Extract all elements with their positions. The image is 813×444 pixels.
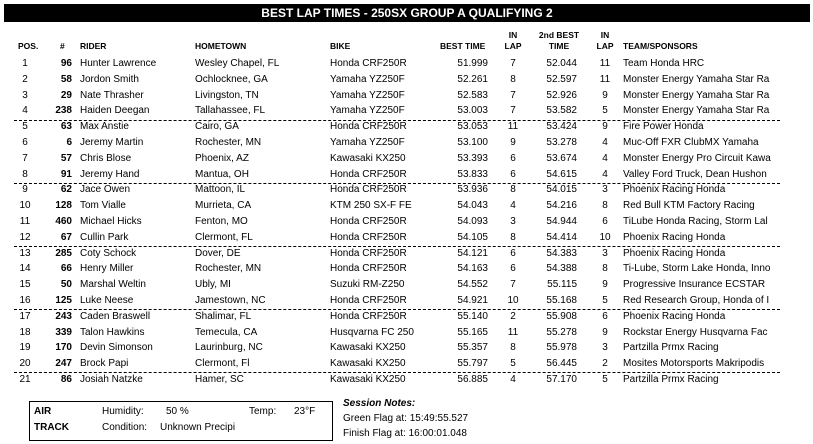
cell-in-lap2: 3 bbox=[602, 184, 608, 196]
cell-hometown: Dover, DE bbox=[195, 247, 241, 259]
cell-hometown: Ochlocknee, GA bbox=[195, 73, 268, 85]
cell-team: Monster Energy Yamaha Star Ra bbox=[623, 73, 770, 85]
cell-second-best: 54.216 bbox=[546, 200, 577, 212]
cell-second-best: 53.278 bbox=[546, 136, 577, 148]
cell-hometown: Mattoon, IL bbox=[195, 184, 246, 196]
cell-team: Muc-Off FXR ClubMX Yamaha bbox=[623, 136, 759, 148]
cell-team: Monster Energy Pro Circuit Kawa bbox=[623, 152, 771, 164]
cell-in-lap2: 9 bbox=[602, 89, 608, 101]
cell-hometown: Fenton, MO bbox=[195, 215, 248, 227]
cell-best-time: 55.165 bbox=[457, 326, 488, 338]
table-row bbox=[0, 356, 813, 372]
cell-rider: Marshal Weltin bbox=[80, 279, 146, 291]
cell-rider: Coty Schock bbox=[80, 247, 137, 259]
cell-num: 6 bbox=[66, 136, 72, 148]
cell-in-lap: 2 bbox=[510, 310, 516, 322]
cell-hometown: Murrieta, CA bbox=[195, 200, 252, 212]
cell-pos: 7 bbox=[22, 152, 28, 164]
cell-num: 243 bbox=[55, 310, 72, 322]
cell-team: Ti-Lube, Storm Lake Honda, Inno bbox=[623, 263, 771, 275]
table-row bbox=[0, 72, 813, 88]
table-row bbox=[0, 309, 813, 325]
cell-best-time: 54.043 bbox=[457, 200, 488, 212]
cell-bike: Honda CRF250R bbox=[330, 58, 407, 69]
cell-in-lap: 6 bbox=[510, 168, 516, 180]
cell-pos: 12 bbox=[19, 231, 31, 243]
cell-second-best: 54.944 bbox=[546, 215, 577, 227]
cell-in-lap2: 4 bbox=[602, 136, 608, 148]
cell-in-lap: 8 bbox=[510, 342, 516, 354]
cell-in-lap2: 5 bbox=[602, 105, 608, 117]
cell-rider: Max Anstie bbox=[80, 121, 129, 133]
cell-in-lap: 4 bbox=[510, 373, 516, 385]
cell-pos: 9 bbox=[22, 184, 28, 196]
cell-second-best: 53.424 bbox=[546, 121, 577, 133]
cell-rider: Josiah Natzke bbox=[80, 373, 143, 385]
cell-hometown: Clermont, FL bbox=[195, 231, 253, 243]
cell-hometown: Wesley Chapel, FL bbox=[195, 58, 280, 69]
cell-rider: Henry Miller bbox=[80, 263, 134, 275]
cell-second-best: 52.597 bbox=[546, 73, 577, 85]
cell-num: 63 bbox=[60, 121, 72, 133]
cell-pos: 17 bbox=[19, 310, 31, 322]
cell-rider: Chris Blose bbox=[80, 152, 132, 164]
cell-second-best: 55.168 bbox=[546, 294, 577, 306]
cell-team: Fire Power Honda bbox=[623, 121, 704, 133]
cell-in-lap2: 4 bbox=[602, 168, 608, 180]
cell-team: Team Honda HRC bbox=[623, 58, 705, 69]
cell-second-best: 54.383 bbox=[546, 247, 577, 259]
cell-team: Red Bull KTM Factory Racing bbox=[623, 200, 755, 212]
cell-hometown: Laurinburg, NC bbox=[195, 342, 263, 354]
table-row bbox=[0, 151, 813, 167]
finish-flag-time: Finish Flag at: 16:00:01.048 bbox=[343, 428, 467, 439]
cell-in-lap: 3 bbox=[510, 215, 516, 227]
cell-team: Red Research Group, Honda of I bbox=[623, 294, 770, 306]
table-row bbox=[0, 88, 813, 104]
cell-rider: Cullin Park bbox=[80, 231, 129, 243]
cell-best-time: 56.885 bbox=[457, 373, 488, 385]
cell-hometown: Tallahassee, FL bbox=[195, 105, 266, 117]
separator-line bbox=[14, 309, 780, 310]
cell-in-lap2: 6 bbox=[602, 310, 608, 322]
cell-in-lap2: 4 bbox=[602, 152, 608, 164]
cell-second-best: 54.015 bbox=[546, 184, 577, 196]
table-row bbox=[0, 198, 813, 214]
table-row bbox=[0, 277, 813, 293]
cell-bike: Yamaha YZ250F bbox=[330, 89, 405, 101]
cell-second-best: 53.674 bbox=[546, 152, 577, 164]
cell-team: Phoenix Racing Honda bbox=[623, 231, 726, 243]
temp-value: 23°F bbox=[294, 406, 316, 417]
cell-in-lap: 9 bbox=[510, 136, 516, 148]
cell-num: 238 bbox=[55, 105, 72, 117]
cell-in-lap: 11 bbox=[507, 121, 519, 133]
header-in-lap2-top: IN bbox=[600, 30, 610, 40]
table-row bbox=[0, 230, 813, 246]
cell-best-time: 53.003 bbox=[457, 105, 488, 117]
cell-in-lap: 6 bbox=[510, 247, 516, 259]
cell-in-lap2: 9 bbox=[602, 326, 608, 338]
cell-bike: Honda CRF250R bbox=[330, 263, 407, 275]
cell-team: Phoenix Racing Honda bbox=[623, 247, 726, 259]
cell-in-lap2: 8 bbox=[602, 263, 608, 275]
cell-bike: Yamaha YZ250F bbox=[330, 136, 405, 148]
cell-in-lap2: 10 bbox=[599, 231, 611, 243]
cell-best-time: 54.163 bbox=[457, 263, 488, 275]
cell-bike: Honda CRF250R bbox=[330, 215, 407, 227]
header-second-best-top: 2nd BEST bbox=[538, 30, 580, 40]
cell-in-lap: 8 bbox=[510, 231, 516, 243]
cell-bike: Yamaha YZ250F bbox=[330, 73, 405, 85]
cell-num: 170 bbox=[55, 342, 72, 354]
cell-hometown: Temecula, CA bbox=[195, 326, 258, 338]
cell-pos: 20 bbox=[19, 358, 31, 370]
cell-bike: Kawasaki KX250 bbox=[330, 373, 406, 385]
cell-best-time: 55.797 bbox=[457, 358, 488, 370]
cell-pos: 8 bbox=[22, 168, 28, 180]
cell-in-lap2: 6 bbox=[602, 215, 608, 227]
header-in-lap-top: IN bbox=[508, 30, 518, 40]
cell-pos: 19 bbox=[19, 342, 31, 354]
header-pos: POS. bbox=[18, 41, 39, 51]
cell-rider: Brock Papi bbox=[80, 358, 129, 370]
cell-best-time: 55.140 bbox=[457, 310, 488, 322]
track-label: TRACK bbox=[34, 422, 69, 433]
cell-bike: Honda CRF250R bbox=[330, 121, 407, 133]
cell-pos: 11 bbox=[19, 215, 31, 227]
cell-in-lap2: 2 bbox=[602, 358, 608, 370]
cell-team: Phoenix Racing Honda bbox=[623, 310, 726, 322]
cell-rider: Devin Simonson bbox=[80, 342, 153, 354]
cell-pos: 16 bbox=[19, 294, 31, 306]
cell-num: 247 bbox=[55, 358, 72, 370]
cell-team: Progressive Insurance ECSTAR bbox=[623, 279, 766, 291]
cell-in-lap2: 9 bbox=[602, 279, 608, 291]
separator-line bbox=[14, 372, 780, 373]
cell-in-lap2: 3 bbox=[602, 247, 608, 259]
table-row bbox=[0, 214, 813, 230]
cell-second-best: 54.615 bbox=[546, 168, 577, 180]
separator-line bbox=[14, 246, 780, 247]
cell-num: 66 bbox=[60, 263, 72, 275]
cell-in-lap: 7 bbox=[510, 89, 516, 101]
cell-in-lap2: 11 bbox=[599, 73, 611, 85]
table-row bbox=[0, 372, 813, 388]
cell-hometown: Rochester, MN bbox=[195, 263, 262, 275]
cell-bike: Husqvarna FC 250 bbox=[330, 326, 414, 338]
cell-rider: Haiden Deegan bbox=[80, 105, 150, 117]
cell-second-best: 52.044 bbox=[546, 58, 577, 69]
cell-team: Phoenix Racing Honda bbox=[623, 184, 726, 196]
cell-in-lap: 11 bbox=[507, 326, 519, 338]
cell-hometown: Ubly, MI bbox=[195, 279, 231, 291]
cell-in-lap2: 5 bbox=[602, 294, 608, 306]
cell-num: 86 bbox=[60, 373, 72, 385]
cell-in-lap2: 11 bbox=[599, 58, 611, 69]
cell-num: 339 bbox=[55, 326, 72, 338]
header-team: TEAM/SPONSORS bbox=[623, 41, 698, 51]
cell-in-lap: 7 bbox=[510, 58, 516, 69]
header-in-lap-bottom: LAP bbox=[504, 41, 522, 51]
header-best-time: BEST TIME bbox=[440, 41, 486, 51]
table-row bbox=[0, 325, 813, 341]
cell-rider: Michael Hicks bbox=[80, 215, 142, 227]
cell-best-time: 54.105 bbox=[457, 231, 488, 243]
cell-pos: 1 bbox=[22, 58, 28, 69]
cell-bike: Suzuki RM-Z250 bbox=[330, 279, 405, 291]
cell-pos: 13 bbox=[19, 247, 31, 259]
separator-line bbox=[14, 120, 780, 121]
cell-num: 91 bbox=[60, 168, 72, 180]
cell-num: 128 bbox=[55, 200, 72, 212]
cell-in-lap: 7 bbox=[510, 105, 516, 117]
cell-bike: Honda CRF250R bbox=[330, 231, 407, 243]
cell-hometown: Phoenix, AZ bbox=[195, 152, 249, 164]
cell-num: 50 bbox=[60, 279, 72, 291]
cell-rider: Jeremy Hand bbox=[80, 168, 140, 180]
cell-team: Monster Energy Yamaha Star Ra bbox=[623, 105, 770, 117]
cell-team: Valley Ford Truck, Dean Hushon bbox=[623, 168, 767, 180]
cell-team: Monster Energy Yamaha Star Ra bbox=[623, 89, 770, 101]
cell-bike: Honda CRF250R bbox=[330, 184, 407, 196]
cell-rider: Caden Braswell bbox=[80, 310, 151, 322]
cell-second-best: 55.978 bbox=[546, 342, 577, 354]
header-second-best-bottom: TIME bbox=[548, 41, 570, 51]
cell-best-time: 53.053 bbox=[457, 121, 488, 133]
cell-hometown: Shalimar, FL bbox=[195, 310, 252, 322]
cell-best-time: 55.357 bbox=[457, 342, 488, 354]
cell-second-best: 54.388 bbox=[546, 263, 577, 275]
cell-second-best: 56.445 bbox=[546, 358, 577, 370]
cell-second-best: 55.115 bbox=[547, 279, 577, 291]
cell-in-lap: 4 bbox=[510, 200, 516, 212]
cell-second-best: 52.926 bbox=[546, 89, 577, 101]
cell-best-time: 54.093 bbox=[457, 215, 488, 227]
cell-second-best: 55.908 bbox=[546, 310, 577, 322]
cell-in-lap: 6 bbox=[510, 152, 516, 164]
conditions-box bbox=[29, 401, 333, 441]
table-row bbox=[0, 340, 813, 356]
cell-in-lap: 6 bbox=[510, 263, 516, 275]
cell-hometown: Clermont, Fl bbox=[195, 358, 250, 370]
cell-hometown: Cairo, GA bbox=[195, 121, 239, 133]
cell-in-lap: 10 bbox=[507, 294, 519, 306]
condition-label: Condition: bbox=[102, 422, 148, 433]
condition-value: Unknown Precipi bbox=[160, 422, 236, 433]
header-in-lap2-bottom: LAP bbox=[596, 41, 614, 51]
humidity-value: 50 % bbox=[166, 406, 189, 417]
cell-num: 29 bbox=[60, 89, 72, 101]
cell-num: 460 bbox=[55, 215, 72, 227]
table-row bbox=[0, 103, 813, 119]
air-label: AIR bbox=[34, 406, 52, 417]
cell-best-time: 51.999 bbox=[457, 58, 488, 69]
cell-best-time: 53.393 bbox=[457, 152, 488, 164]
cell-bike: Kawasaki KX250 bbox=[330, 358, 406, 370]
cell-num: 62 bbox=[60, 184, 72, 196]
cell-in-lap: 5 bbox=[510, 358, 516, 370]
temp-label: Temp: bbox=[249, 406, 277, 417]
cell-rider: Hunter Lawrence bbox=[80, 58, 157, 69]
cell-hometown: Mantua, OH bbox=[195, 168, 249, 180]
cell-team: Partzilla Prmx Racing bbox=[623, 342, 719, 354]
cell-pos: 6 bbox=[22, 136, 28, 148]
cell-pos: 15 bbox=[19, 279, 31, 291]
cell-num: 67 bbox=[60, 231, 72, 243]
cell-hometown: Hamer, SC bbox=[195, 373, 244, 385]
cell-bike: Yamaha YZ250F bbox=[330, 105, 405, 117]
cell-bike: KTM 250 SX-F FE bbox=[330, 200, 412, 212]
cell-pos: 10 bbox=[19, 200, 31, 212]
header-bike: BIKE bbox=[330, 41, 351, 51]
cell-num: 285 bbox=[55, 247, 72, 259]
cell-num: 96 bbox=[60, 58, 72, 69]
header-rider: RIDER bbox=[80, 41, 107, 51]
cell-team: Mosites Motorsports Makripodis bbox=[623, 358, 765, 370]
table-row bbox=[0, 56, 813, 72]
table-row bbox=[0, 167, 813, 183]
cell-best-time: 53.833 bbox=[457, 168, 488, 180]
results-table bbox=[0, 56, 813, 388]
cell-pos: 14 bbox=[19, 263, 31, 275]
cell-in-lap2: 9 bbox=[602, 121, 608, 133]
page-title: BEST LAP TIMES - 250SX GROUP A QUALIFYING 2 bbox=[4, 4, 810, 22]
cell-rider: Talon Hawkins bbox=[80, 326, 145, 338]
cell-bike: Honda CRF250R bbox=[330, 168, 407, 180]
cell-bike: Honda CRF250R bbox=[330, 294, 407, 306]
cell-rider: Jeremy Martin bbox=[80, 136, 144, 148]
cell-pos: 3 bbox=[22, 89, 28, 101]
cell-in-lap2: 3 bbox=[602, 342, 608, 354]
cell-second-best: 54.414 bbox=[546, 231, 577, 243]
table-row bbox=[0, 246, 813, 262]
cell-best-time: 54.921 bbox=[457, 294, 488, 306]
cell-rider: Jordon Smith bbox=[80, 73, 139, 85]
cell-num: 57 bbox=[60, 152, 72, 164]
cell-hometown: Livingston, TN bbox=[195, 89, 259, 101]
cell-bike: Honda CRF250R bbox=[330, 310, 407, 322]
session-notes-title: Session Notes: bbox=[343, 398, 416, 409]
cell-rider: Luke Neese bbox=[80, 294, 134, 306]
cell-best-time: 54.121 bbox=[457, 247, 488, 259]
cell-second-best: 53.582 bbox=[546, 105, 577, 117]
cell-second-best: 55.278 bbox=[546, 326, 577, 338]
header-num: # bbox=[60, 41, 65, 51]
table-row bbox=[0, 293, 813, 309]
cell-bike: Kawasaki KX250 bbox=[330, 152, 406, 164]
cell-best-time: 54.552 bbox=[457, 279, 488, 291]
cell-rider: Tom Vialle bbox=[80, 200, 126, 212]
cell-best-time: 53.100 bbox=[457, 136, 488, 148]
cell-pos: 21 bbox=[19, 373, 31, 385]
table-row bbox=[0, 261, 813, 277]
table-row bbox=[0, 182, 813, 198]
cell-team: Partzilla Prmx Racing bbox=[623, 373, 719, 385]
cell-second-best: 57.170 bbox=[546, 373, 577, 385]
cell-in-lap2: 8 bbox=[602, 200, 608, 212]
cell-team: Rockstar Energy Husqvarna Fac bbox=[623, 326, 768, 338]
header-hometown: HOMETOWN bbox=[195, 41, 247, 51]
cell-in-lap: 8 bbox=[510, 73, 516, 85]
cell-rider: Jace Owen bbox=[80, 184, 131, 196]
cell-pos: 5 bbox=[22, 121, 28, 133]
cell-hometown: Jamestown, NC bbox=[195, 294, 266, 306]
cell-bike: Honda CRF250R bbox=[330, 247, 407, 259]
cell-pos: 2 bbox=[22, 73, 28, 85]
cell-in-lap2: 5 bbox=[602, 373, 608, 385]
cell-team: TiLube Honda Racing, Storm Lal bbox=[623, 215, 768, 227]
cell-best-time: 52.583 bbox=[457, 89, 488, 101]
cell-best-time: 52.261 bbox=[457, 73, 488, 85]
cell-bike: Kawasaki KX250 bbox=[330, 342, 406, 354]
cell-num: 58 bbox=[60, 73, 72, 85]
table-row bbox=[0, 135, 813, 151]
cell-hometown: Rochester, MN bbox=[195, 136, 262, 148]
cell-in-lap: 8 bbox=[510, 184, 516, 196]
cell-rider: Nate Thrasher bbox=[80, 89, 144, 101]
cell-num: 125 bbox=[55, 294, 72, 306]
humidity-label: Humidity: bbox=[102, 406, 144, 417]
cell-pos: 4 bbox=[22, 105, 28, 117]
table-row bbox=[0, 119, 813, 135]
cell-in-lap: 7 bbox=[510, 279, 516, 291]
green-flag-time: Green Flag at: 15:49:55.527 bbox=[343, 413, 469, 424]
separator-line bbox=[14, 183, 780, 184]
cell-pos: 18 bbox=[19, 326, 31, 338]
cell-best-time: 53.936 bbox=[457, 184, 488, 196]
